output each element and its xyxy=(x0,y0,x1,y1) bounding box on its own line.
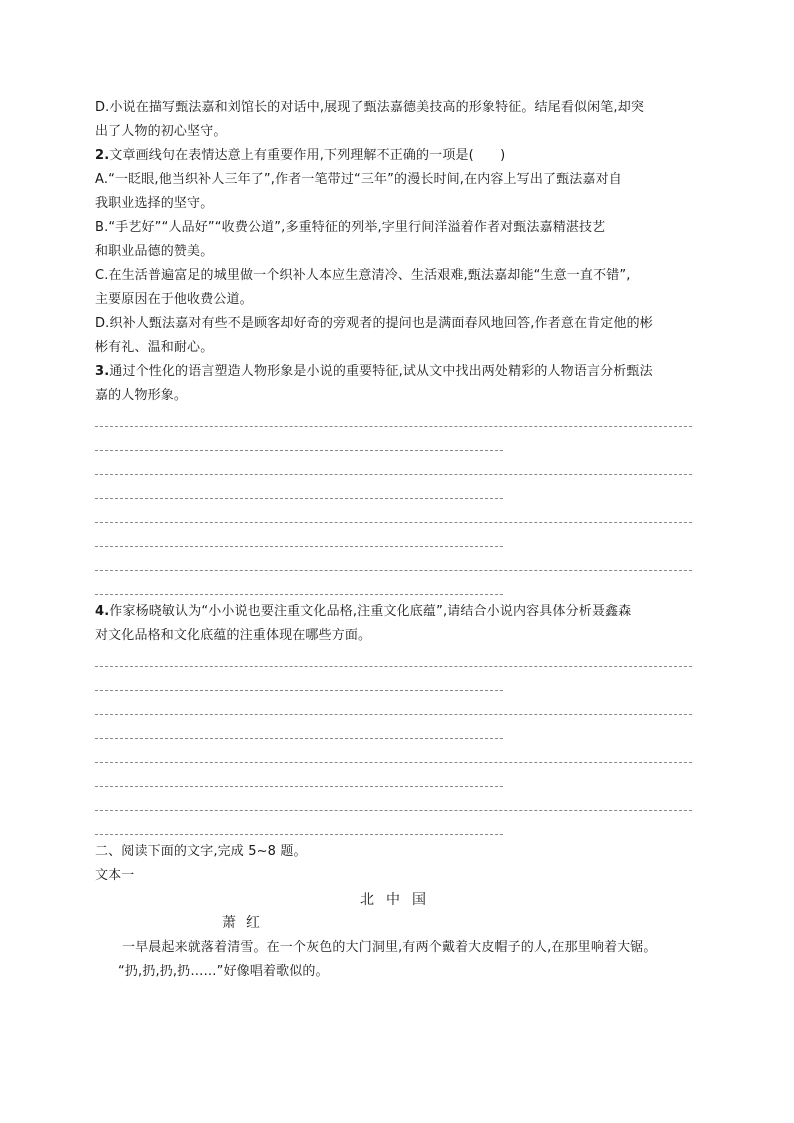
q3-answer-line[interactable] xyxy=(95,498,503,499)
q2-option-b-line1: B.“手艺好”“人品好”“收费公道”,多重特征的列举,字里行间洋溢着作者对甄法嘉精湛技艺 xyxy=(95,220,606,235)
q4-line1-text: 作家杨晓敏认为“小小说也要注重文化品格,注重文化底蕴”,请结合小说内容具体分析聂鑫森 xyxy=(109,604,632,619)
q3-answer-line[interactable] xyxy=(95,474,692,475)
q4-line1 xyxy=(95,604,631,620)
story-paragraph-1: 一早晨起来就落着清雪。在一个灰色的大门洞里,有两个戴着大皮帽子的人,在那里响着大锯。 xyxy=(122,940,657,955)
q2-stem-text: 文章画线句在表情达意上有重要作用,下列理解不正确的一项是( ) xyxy=(109,148,506,163)
q4-answer-line[interactable] xyxy=(95,666,692,667)
story-paragraph-2: “扔,扔,扔,扔……”好像唱着歌似的。 xyxy=(118,964,329,979)
q3-number: 3. xyxy=(95,364,110,379)
q4-answer-line[interactable] xyxy=(95,810,692,811)
q4-answer-line[interactable] xyxy=(95,786,503,787)
q4-answer-line[interactable] xyxy=(95,714,692,715)
q2-option-a-line2: 我职业选择的坚守。 xyxy=(95,196,214,211)
q4-answer-line[interactable] xyxy=(95,690,503,691)
section2-text-label: 文本一 xyxy=(95,868,135,883)
story-author: 萧红 xyxy=(222,915,270,931)
q4-number: 4. xyxy=(95,604,110,619)
q1-option-d-line1: D.小说在描写甄法嘉和刘馆长的对话中,展现了甄法嘉德美技高的形象特征。结尾看似闲笔,却突 xyxy=(95,100,645,115)
q3-line1 xyxy=(95,364,653,380)
q3-line1-text: 通过个性化的语言塑造人物形象是小说的重要特征,试从文中找出两处精彩的人物语言分析甄法 xyxy=(109,364,653,379)
q3-answer-line[interactable] xyxy=(95,570,692,571)
q1-option-d-line2: 出了人物的初心坚守。 xyxy=(95,124,227,139)
q4-answer-line[interactable] xyxy=(95,738,503,739)
q2-option-a-line1: A.“一眨眼,他当织补人三年了”,作者一笔带过“三年”的漫长时间,在内容上写出了甄法嘉对自 xyxy=(95,172,622,187)
q3-answer-line[interactable] xyxy=(95,450,503,451)
q3-answer-line[interactable] xyxy=(95,546,503,547)
q2-option-d-line2: 彬有礼、温和耐心。 xyxy=(95,340,214,355)
q2-option-c-line2: 主要原因在于他收费公道。 xyxy=(95,292,253,307)
section2-heading: 二、阅读下面的文字,完成 5~8 题。 xyxy=(95,844,307,859)
q3-line2: 嘉的人物形象。 xyxy=(95,388,188,403)
q2-number: 2. xyxy=(95,148,110,163)
q4-answer-line[interactable] xyxy=(95,762,692,763)
q2-stem xyxy=(95,148,505,164)
story-title: 北中国 xyxy=(360,892,438,908)
q3-answer-line[interactable] xyxy=(95,594,503,595)
q4-answer-line[interactable] xyxy=(95,834,503,835)
q2-option-d-line1: D.织补人甄法嘉对有些不是顾客却好奇的旁观者的提问也是满面春风地回答,作者意在肯定他的彬 xyxy=(95,316,653,331)
q3-answer-line[interactable] xyxy=(95,522,692,523)
q3-answer-line[interactable] xyxy=(95,426,692,427)
q2-option-b-line2: 和职业品德的赞美。 xyxy=(95,244,214,259)
q4-line2: 对文化品格和文化底蕴的注重体现在哪些方面。 xyxy=(95,628,372,643)
q2-option-c-line1: C.在生活普遍富足的城里做一个织补人本应生意清冷、生活艰难,甄法嘉却能“生意一直不错”, xyxy=(95,268,631,283)
